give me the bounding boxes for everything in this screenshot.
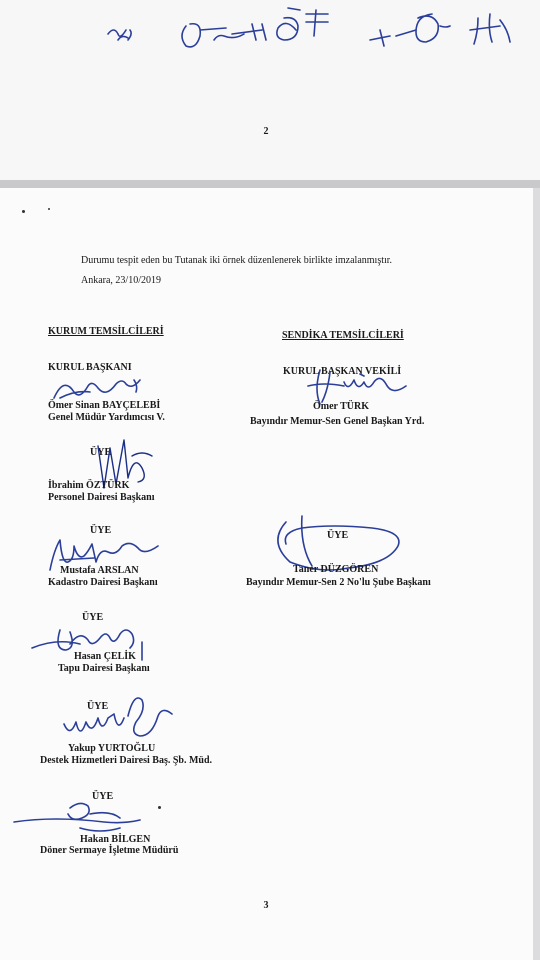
place-date: Ankara, 23/10/2019 [81, 275, 161, 286]
left-heading: KURUM TEMSİLCİLERİ [48, 326, 164, 337]
speck [158, 806, 161, 809]
signatory-name: Ömer Sinan BAYÇELEBİ [48, 400, 161, 411]
signatory-role: ÜYE [82, 612, 104, 623]
signatory-name: Mustafa ARSLAN [60, 565, 139, 576]
signatory-role: ÜYE [92, 791, 114, 802]
page-divider [0, 180, 540, 188]
speck [48, 208, 50, 210]
speck [22, 210, 25, 213]
right-heading: SENDİKA TEMSİLCİLERİ [282, 330, 404, 341]
initials-signatures [0, 0, 540, 110]
page-number: 2 [263, 126, 269, 137]
signature-1 [50, 374, 160, 402]
signatory-title: Personel Dairesi Başkanı [48, 492, 155, 503]
signatory-role: ÜYE [327, 530, 349, 541]
page-edge-shadow [533, 188, 540, 960]
signatory-title: Bayındır Memur-Sen Genel Başkan Yrd. [250, 416, 425, 427]
signatory-name: Ömer TÜRK [313, 401, 370, 412]
signatory-role: ÜYE [90, 525, 112, 536]
signatory-name: Yakup YURTOĞLU [68, 743, 156, 754]
signatory-title: Destek Hizmetleri Dairesi Baş. Şb. Müd. [40, 755, 213, 766]
signatory-role: KURUL BAŞKAN VEKİLİ [283, 366, 402, 377]
signatory-title: Genel Müdür Yardımcısı V. [48, 412, 165, 423]
signatory-name: Hasan ÇELİK [74, 651, 136, 662]
signatory-title: Tapu Dairesi Başkanı [58, 663, 150, 674]
page-number: 3 [263, 900, 269, 911]
document-page [0, 188, 535, 960]
signatory-title: Bayındır Memur-Sen 2 No'lu Şube Başkanı [246, 577, 431, 588]
signatory-name: İbrahim ÖZTÜRK [48, 480, 130, 491]
signatory-name: Hakan BİLGEN [80, 834, 151, 845]
signatory-title: Döner Sermaye İşletme Müdürü [40, 845, 179, 856]
signature-5 [60, 694, 180, 750]
signatory-role: ÜYE [90, 447, 112, 458]
signatory-name: Taner DÜZGÖREN [293, 564, 379, 575]
intro-text: Durumu tespit eden bu Tutanak iki örnek düzenlenerek birlikte imzalanmıştır. [81, 255, 393, 266]
signatory-title: Kadastro Dairesi Başkanı [48, 577, 158, 588]
previous-page [0, 0, 540, 181]
signatory-role: ÜYE [87, 701, 109, 712]
signatory-role: KURUL BAŞKANI [48, 362, 132, 373]
